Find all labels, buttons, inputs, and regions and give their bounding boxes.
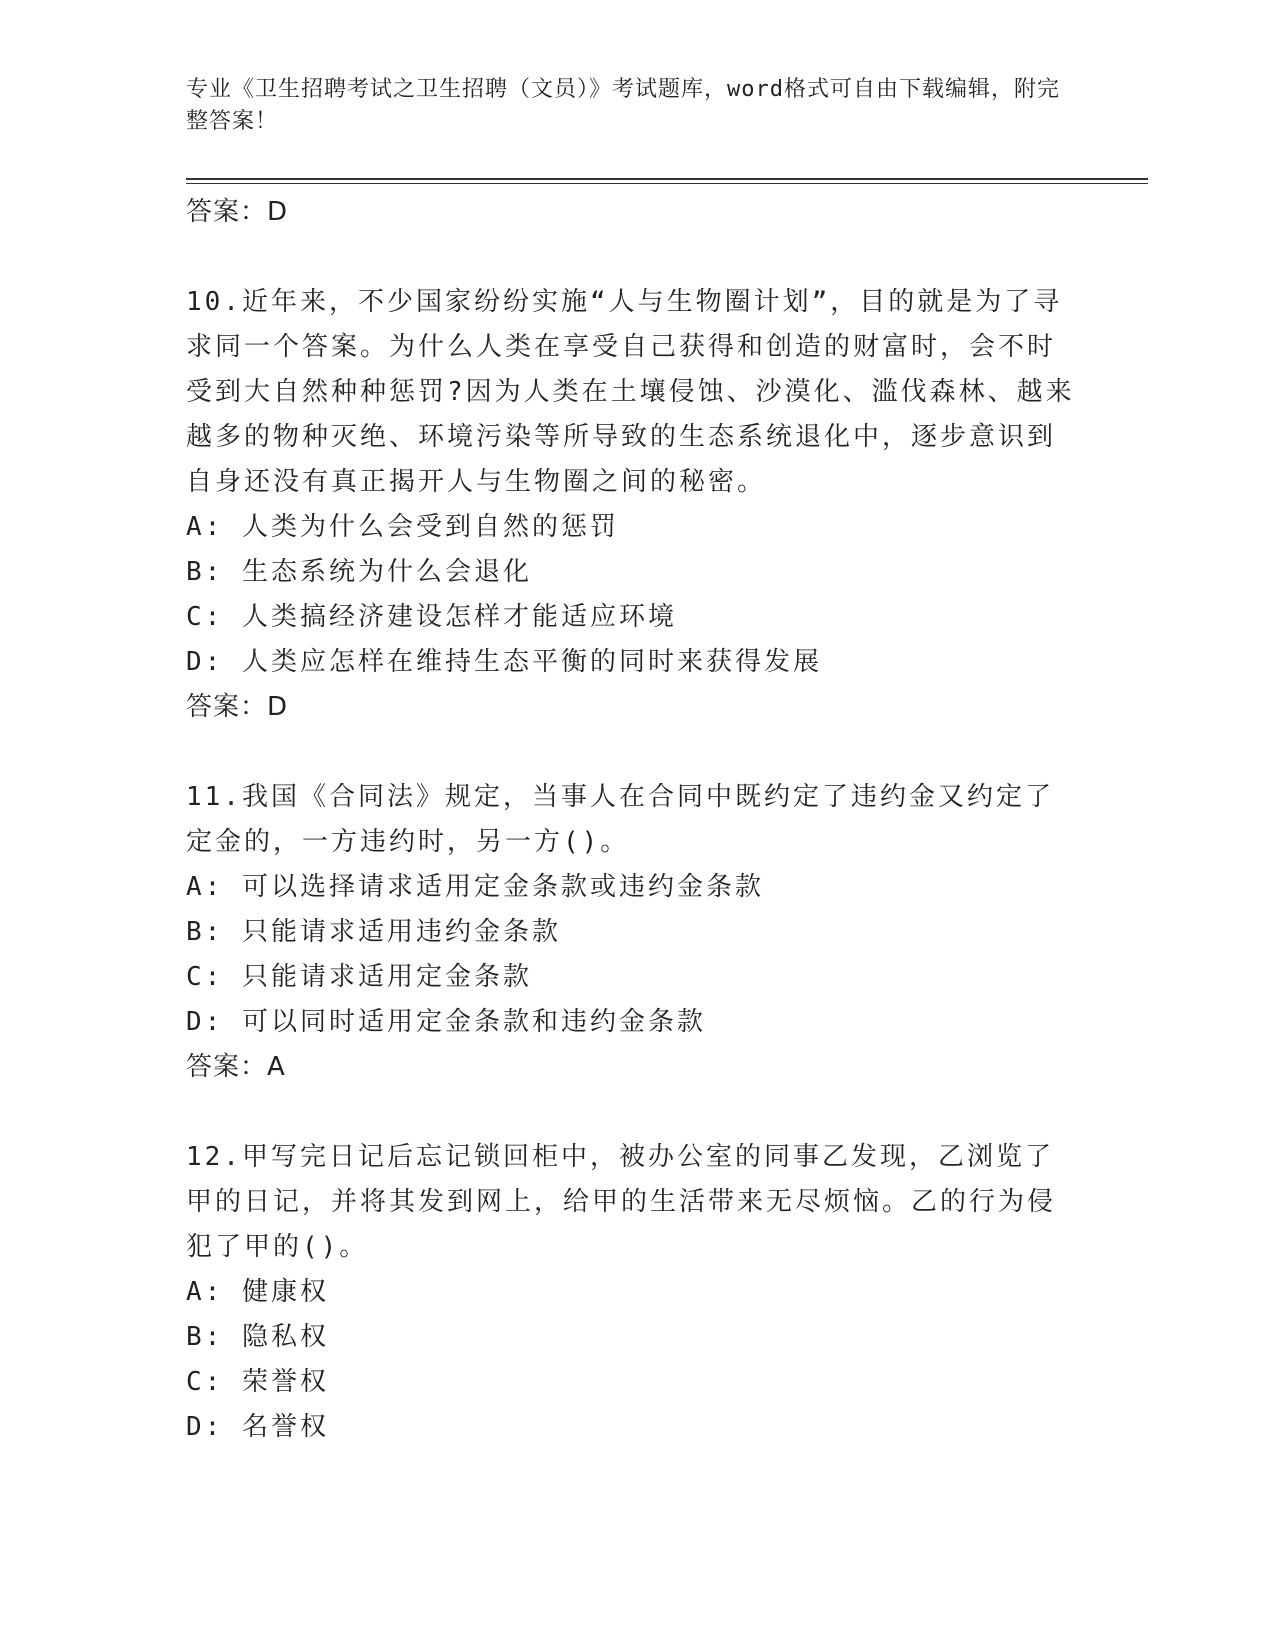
question-block-11 [186,775,1076,1090]
document-header: 专业《卫生招聘考试之卫生招聘（文员）》考试题库，word格式可自由下载编辑，附完整答案！ [186,77,1060,134]
header-rule-thick [186,178,1148,180]
question-stem: 11.我国《合同法》规定，当事人在合同中既约定了违约金又约定了定金的，一方违约时，另一方()。 [186,782,1054,857]
question-block-12 [186,1135,1076,1450]
option-c: C: 人类搞经济建设怎样才能适应环境 [186,602,677,632]
question-stem: 10.近年来，不少国家纷纷实施“人与生物圈计划”，目的就是为了寻求同一个答案。为什么人类在享受自己获得和创造的财富时，会不时受到大自然种种惩罚?因为人类在土壤侵蚀、沙漠化、滥伐森林、越来越多的物种灭绝、环境污染等所导致的生态系统退化中，逐步意识到自身还没有真正揭开人与生物圈之间的秘密。 [186,287,1075,497]
option-a: A: 健康权 [186,1277,329,1307]
question-list [186,190,1076,1450]
option-c: C: 荣誉权 [186,1367,329,1397]
option-d: D: 名誉权 [186,1412,329,1442]
answer-line: 答案：D [186,692,289,722]
option-d: D: 人类应怎样在维持生态平衡的同时来获得发展 [186,647,822,677]
option-a: A: 可以选择请求适用定金条款或违约金条款 [186,872,764,902]
question-stem: 12.甲写完日记后忘记锁回柜中，被办公室的同事乙发现，乙浏览了甲的日记，并将其发到网上，给甲的生活带来无尽烦恼。乙的行为侵犯了甲的()。 [186,1142,1057,1262]
option-d: D: 可以同时适用定金条款和违约金条款 [186,1007,706,1037]
option-b: B: 生态系统为什么会退化 [186,557,532,587]
option-a: A: 人类为什么会受到自然的惩罚 [186,512,619,542]
header-rule-thin [186,183,1148,184]
option-b: B: 隐私权 [186,1322,329,1352]
option-b: B: 只能请求适用违约金条款 [186,917,561,947]
answer-line: 答案：A [186,1052,286,1082]
question-block-10 [186,280,1076,730]
option-c: C: 只能请求适用定金条款 [186,962,532,992]
answer-line: 答案：D [186,197,289,227]
